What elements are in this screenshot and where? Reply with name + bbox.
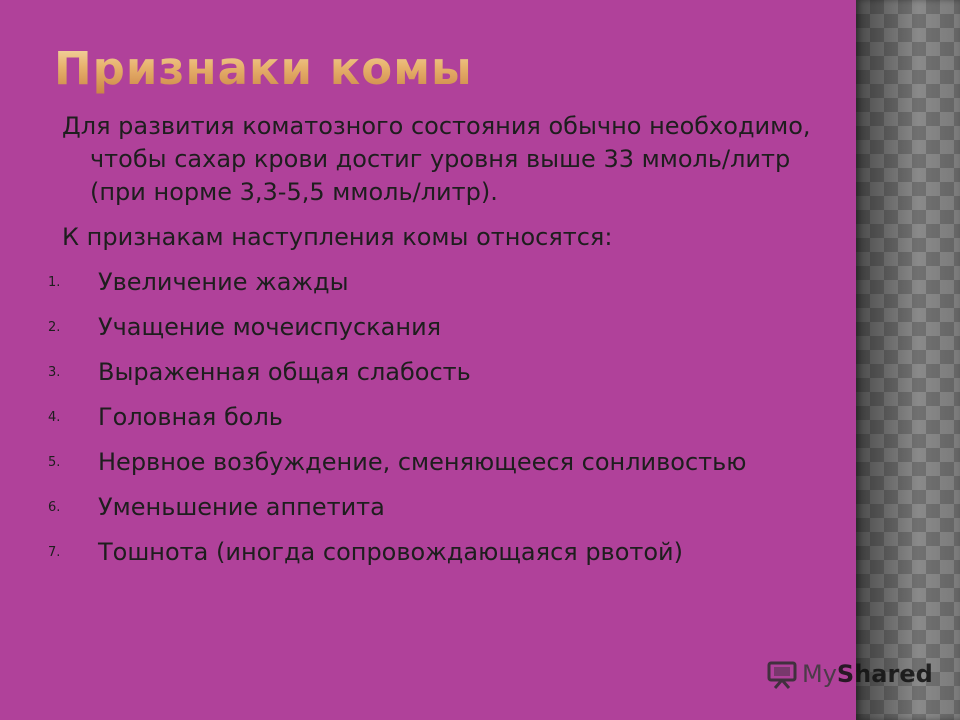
symptoms-list — [48, 266, 852, 569]
list-number: 4. — [48, 410, 61, 425]
list-item-text: Увеличение жажды — [98, 268, 349, 296]
list-number: 1. — [48, 275, 61, 290]
list-item-text: Головная боль — [98, 403, 283, 431]
list-item — [48, 356, 852, 389]
intro-paragraph: Для развития коматозного состояния обычно необходимо, чтобы сахар крови достиг уровня выше 33 ммоль/литр (при норме 3,3-5,5 ммоль/литр). — [62, 112, 811, 206]
list-number: 6. — [48, 500, 61, 515]
list-item-text: Выраженная общая слабость — [98, 358, 471, 386]
list-number: 5. — [48, 455, 61, 470]
decorative-side-panel — [856, 0, 960, 720]
list-item — [48, 536, 852, 569]
myshared-watermark — [766, 656, 933, 692]
list-number: 3. — [48, 365, 61, 380]
presentation-board-icon — [766, 659, 798, 689]
list-item — [48, 446, 852, 479]
list-item-text: Тошнота (иногда сопровождающаяся рвотой) — [98, 538, 684, 566]
slide-body — [48, 110, 852, 581]
list-item — [48, 266, 852, 299]
slide-title: Признаки комы — [54, 38, 473, 100]
list-item-text: Учащение мочеиспускания — [98, 313, 442, 341]
list-item — [48, 401, 852, 434]
list-item-text: Уменьшение аппетита — [98, 493, 385, 521]
list-item — [48, 311, 852, 344]
list-number: 2. — [48, 320, 61, 335]
watermark-shared: Shared — [836, 660, 933, 688]
list-item — [48, 491, 852, 524]
list-number: 7. — [48, 545, 61, 560]
watermark-my: My — [802, 660, 837, 688]
list-intro: К признакам наступления комы относятся: — [62, 223, 613, 251]
list-item-text: Нервное возбуждение, сменяющееся сонливостью — [98, 448, 747, 476]
